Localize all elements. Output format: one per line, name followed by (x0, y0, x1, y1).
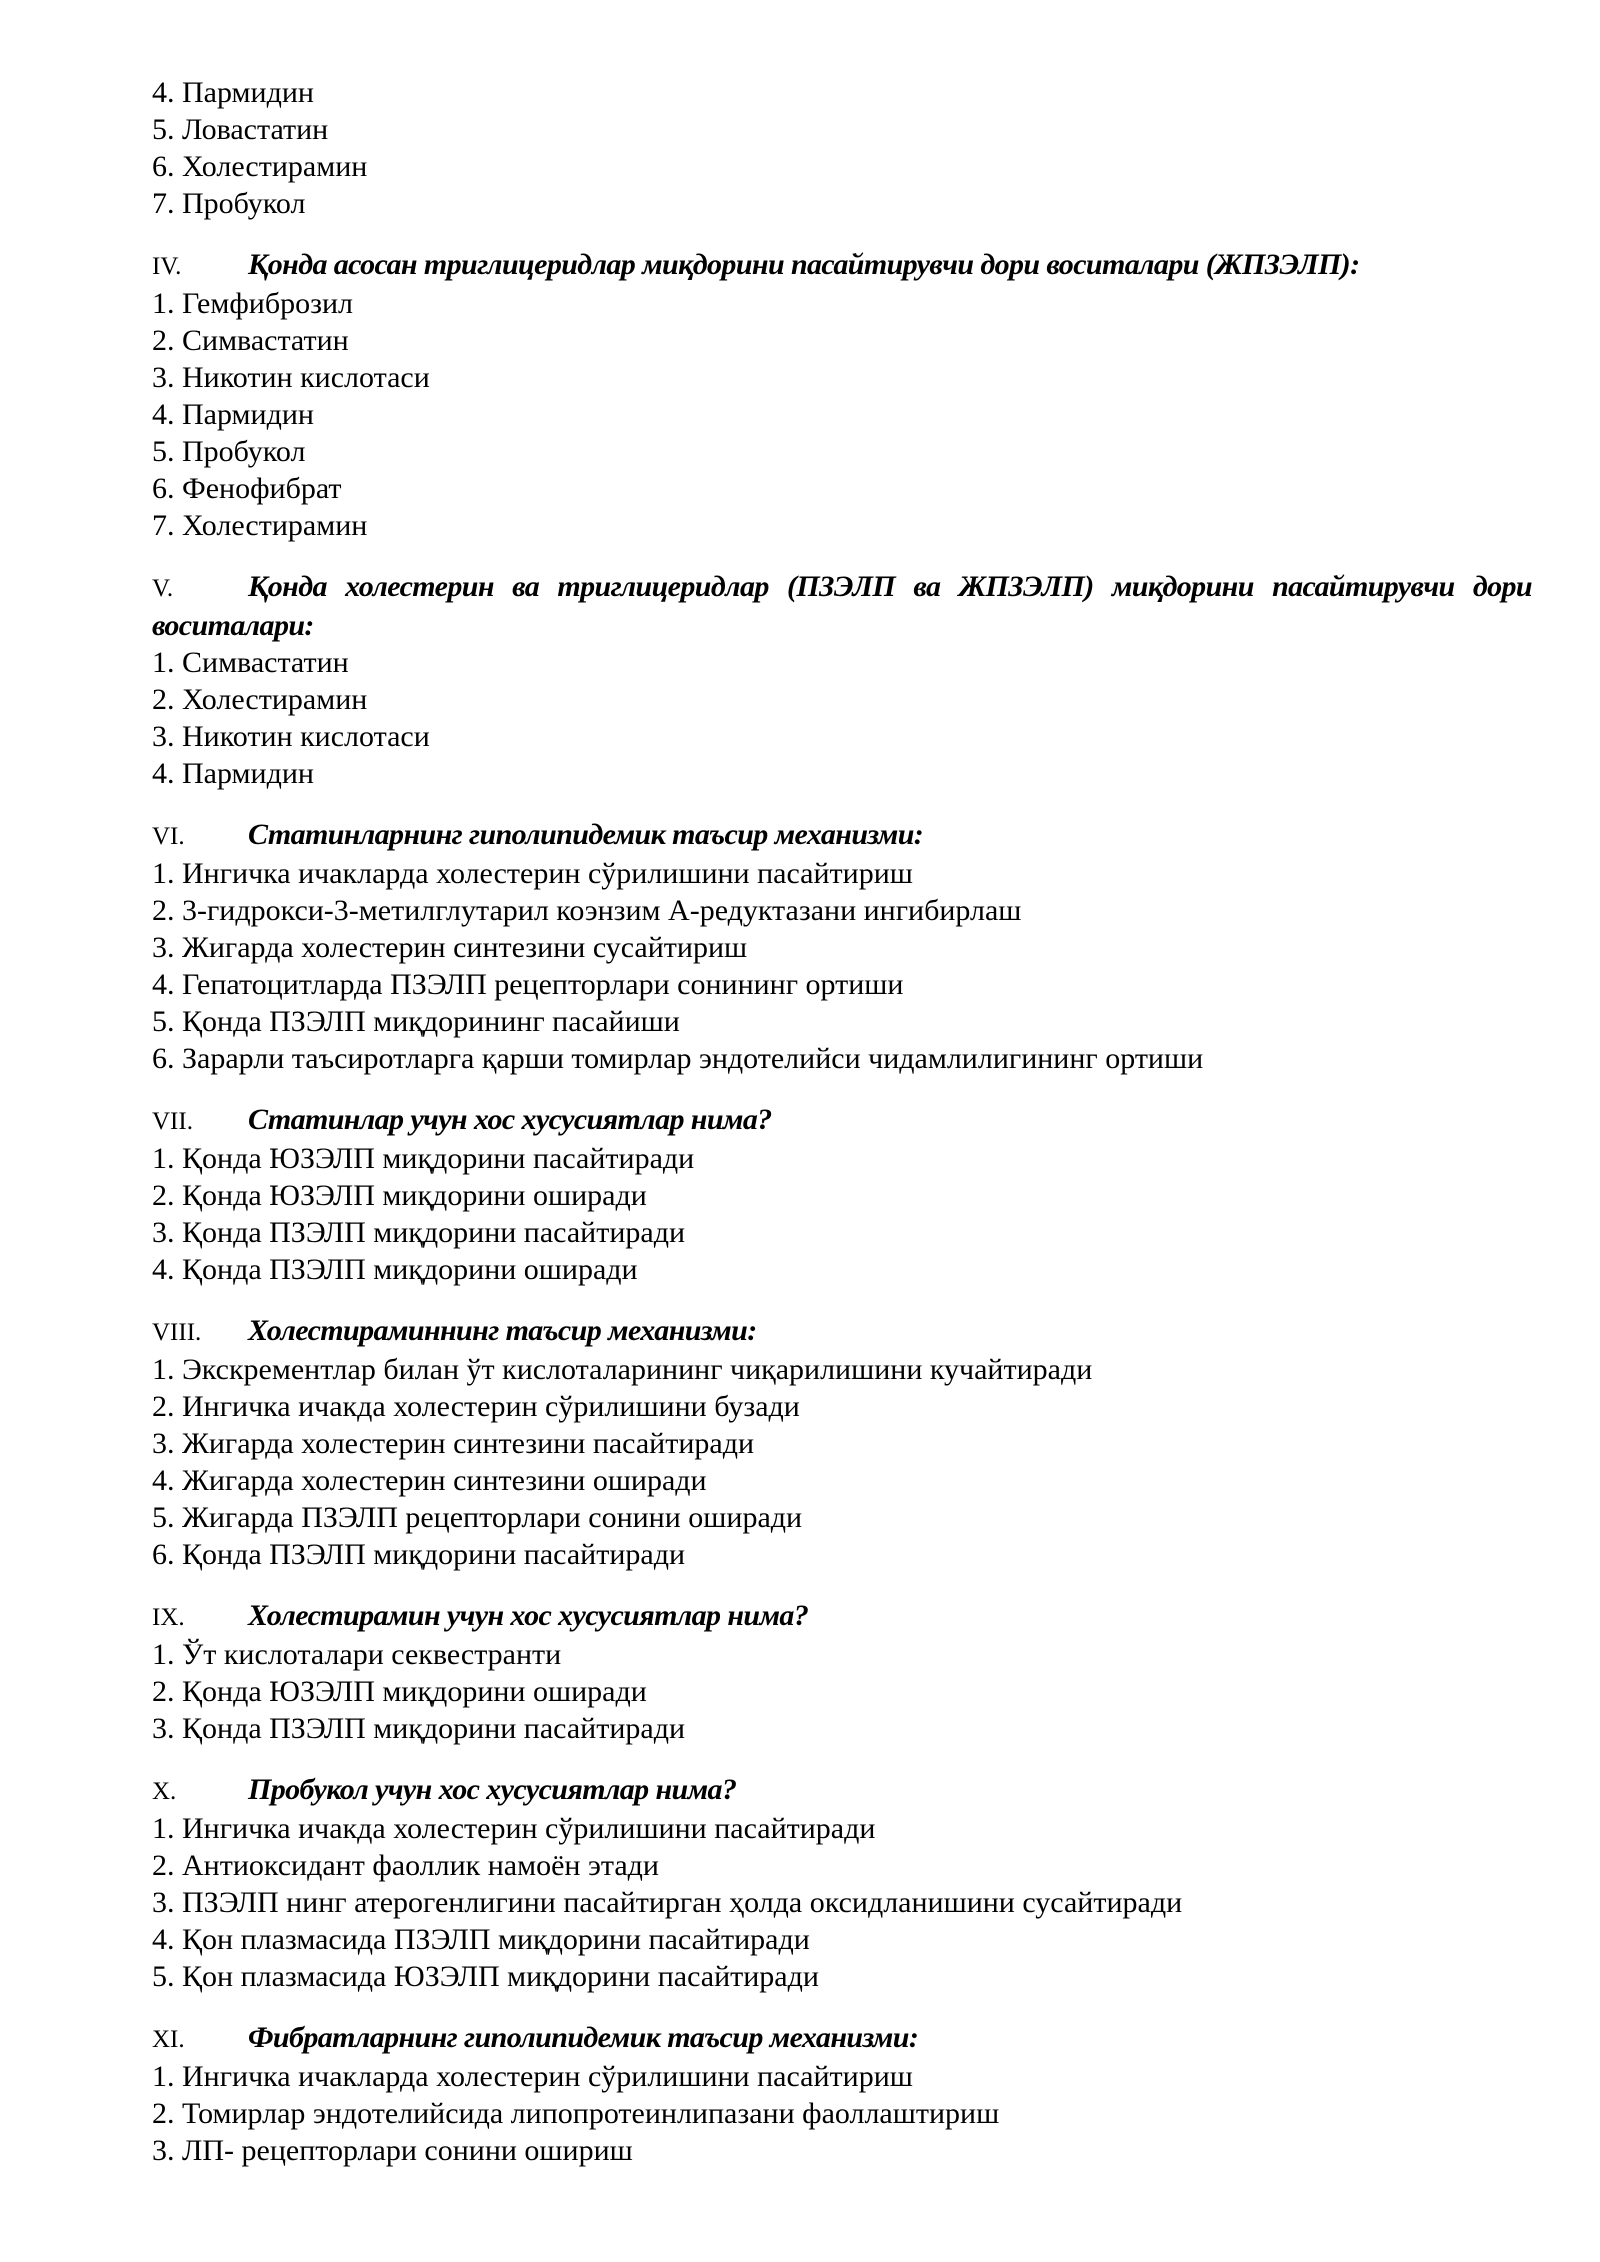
question-section-ix (152, 1597, 1532, 1747)
list-item: 5. Қон плазмасида ЮЗЭЛП миқдорини пасайтиради (152, 1960, 819, 1993)
question-title: Қонда холестерин ва триглицеридлар (ПЗЭЛП ва ЖПЗЭЛП) миқдорини пасайтирувчи дори воситалари: (152, 570, 1532, 642)
list-item: 3. Никотин кислотаси (152, 720, 430, 753)
list-item: 3. Жигарда холестерин синтезини пасайтиради (152, 1427, 755, 1460)
question-number: VII. (152, 1108, 193, 1135)
list-item: 1. Ингичка ичакларда холестерин сўрилишини пасайтириш (152, 2060, 913, 2093)
question-heading (152, 1597, 1532, 1636)
list-item: 4. Пармидин (152, 757, 314, 790)
question-number: V. (152, 575, 174, 602)
question-section-x (152, 1771, 1532, 1995)
list-item: 7. Холестирамин (152, 509, 368, 542)
list-item: 2. Ингичка ичакда холестерин сўрилишини бузади (152, 1390, 800, 1423)
question-section-v (152, 568, 1532, 792)
list-item: 1. Қонда ЮЗЭЛП миқдорини пасайтиради (152, 1142, 695, 1175)
question-heading (152, 816, 1532, 855)
list-item: 3. Никотин кислотаси (152, 361, 430, 394)
question-number: XI. (152, 2026, 185, 2053)
question-title: Статинларнинг гиполипидемик таъсир механизми: (248, 818, 924, 851)
question-heading (152, 568, 1532, 644)
question-title: Фибратларнинг гиполипидемик таъсир механизми: (248, 2021, 919, 2054)
question-section-vii (152, 1101, 1532, 1288)
question-heading (152, 246, 1532, 285)
list-item: 6. Фенофибрат (152, 472, 342, 505)
question-section-iv (152, 246, 1532, 544)
list-item: 3. Қонда ПЗЭЛП миқдорини пасайтиради (152, 1712, 686, 1745)
list-item: 1. Гемфиброзил (152, 287, 353, 320)
question-title: Холестираминнинг таъсир механизми: (248, 1314, 757, 1347)
list-item: 2. Қонда ЮЗЭЛП миқдорини оширади (152, 1675, 647, 1708)
question-section-vi (152, 816, 1532, 1077)
list-item: 6. Қонда ПЗЭЛП миқдорини пасайтиради (152, 1538, 686, 1571)
list-item: 2. Қонда ЮЗЭЛП миқдорини оширади (152, 1179, 647, 1212)
question-title: Статинлар учун хос хусусиятлар нима? (248, 1103, 772, 1136)
question-number: X. (152, 1778, 177, 1805)
list-item: 1. Ингичка ичакда холестерин сўрилишини пасайтиради (152, 1812, 876, 1845)
list-item: 2. Антиоксидант фаоллик намоён этади (152, 1849, 659, 1882)
list-item: 4. Қонда ПЗЭЛП миқдорини оширади (152, 1253, 638, 1286)
question-number: VIII. (152, 1319, 202, 1346)
list-item: 4. Гепатоцитларда ПЗЭЛП рецепторлари сонининг ортиши (152, 968, 904, 1001)
question-number: VI. (152, 823, 185, 850)
question-number: IX. (152, 1604, 185, 1631)
list-item: 3. Жигарда холестерин синтезини сусайтириш (152, 931, 748, 964)
question-heading (152, 2019, 1532, 2058)
list-item: 4. Пармидин (152, 398, 314, 431)
list-item: 3. ЛП- рецепторлари сонини ошириш (152, 2134, 633, 2167)
list-item: 3. Қонда ПЗЭЛП миқдорини пасайтиради (152, 1216, 686, 1249)
question-title: Қонда асосан триглицеридлар миқдорини пасайтирувчи дори воситалари (ЖПЗЭЛП): (248, 248, 1360, 281)
question-heading (152, 1771, 1532, 1810)
list-item: 3. ПЗЭЛП нинг атерогенлигини пасайтирган ҳолда оксидланишини сусайтиради (152, 1886, 1183, 1919)
list-item: 5. Пробукол (152, 435, 306, 468)
list-item: 4. Қон плазмасида ПЗЭЛП миқдорини пасайтиради (152, 1923, 810, 1956)
question-number: IV. (152, 253, 182, 280)
question-title: Пробукол учун хос хусусиятлар нима? (248, 1773, 737, 1806)
question-section-xi (152, 2019, 1532, 2169)
list-item: 5. Қонда ПЗЭЛП миқдорининг пасайиши (152, 1005, 680, 1038)
list-item: 6. Холестирамин (152, 150, 368, 183)
list-item: 1. Ингичка ичакларда холестерин сўрилишини пасайтириш (152, 857, 913, 890)
list-item: 1. Ўт кислоталари секвестранти (152, 1638, 562, 1671)
question-title: Холестирамин учун хос хусусиятлар нима? (248, 1599, 809, 1632)
list-item: 2. Томирлар эндотелийсида липопротеинлипазани фаоллаштириш (152, 2097, 1000, 2130)
list-item: 2. Симвастатин (152, 324, 349, 357)
question-heading (152, 1101, 1532, 1140)
document-page (152, 74, 1532, 2169)
list-item: 5. Жигарда ПЗЭЛП рецепторлари сонини оширади (152, 1501, 803, 1534)
question-heading (152, 1312, 1532, 1351)
list-item: 4. Пармидин (152, 76, 314, 109)
list-item: 7. Пробукол (152, 187, 306, 220)
list-item: 1. Симвастатин (152, 646, 349, 679)
question-section-viii (152, 1312, 1532, 1573)
list-item: 2. Холестирамин (152, 683, 368, 716)
list-item: 2. 3-гидрокси-3-метилглутарил коэнзим А-редуктазани ингибирлаш (152, 894, 1022, 927)
list-item: 5. Ловастатин (152, 113, 329, 146)
list-item: 4. Жигарда холестерин синтезини оширади (152, 1464, 707, 1497)
list-item: 1. Экскрементлар билан ўт кислоталарининг чиқарилишини кучайтиради (152, 1353, 1093, 1386)
intro-list (152, 74, 1532, 222)
list-item: 6. Зарарли таъсиротларга қарши томирлар эндотелийси чидамлилигининг ортиши (152, 1042, 1204, 1075)
